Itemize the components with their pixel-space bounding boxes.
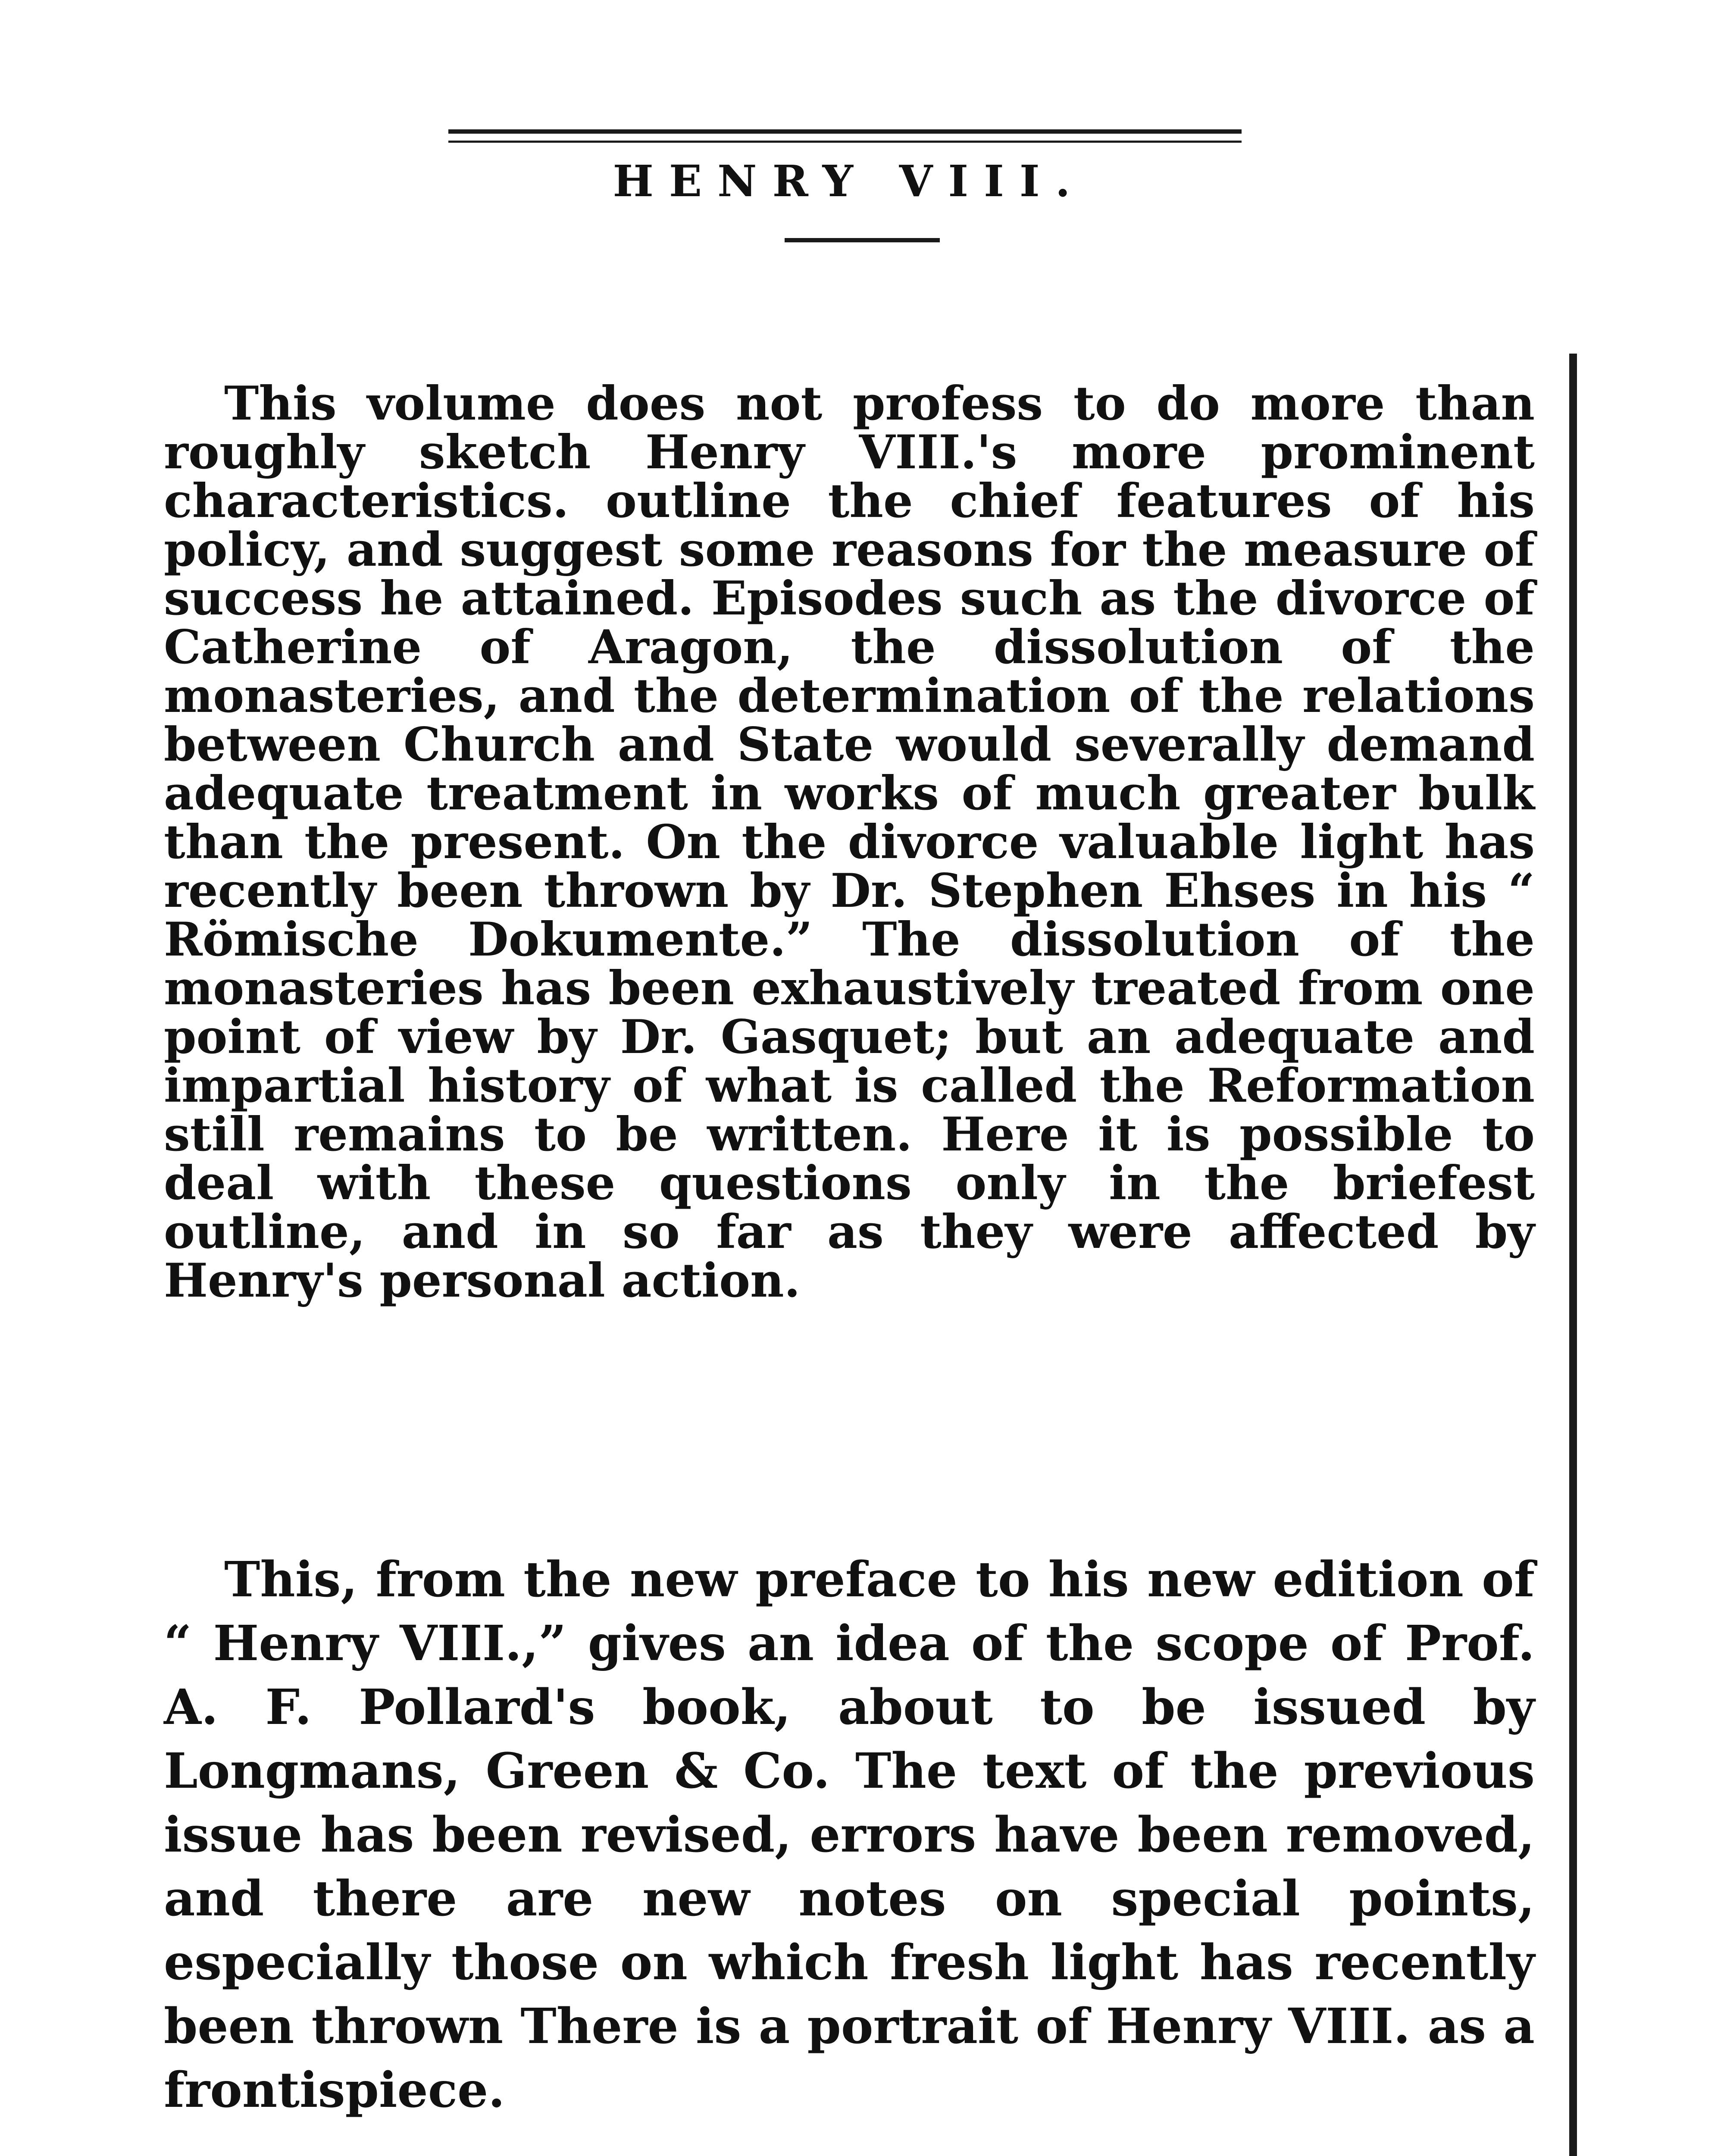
article-paragraph-1 <box>164 376 1535 1308</box>
top-rule-thin <box>448 141 1242 143</box>
paragraph-1-text: This volume does not profess to do more than roughly sketch Henry VIII.'s more prominent characteristics. outline the chief features of his policy, and suggest some reasons for the measure of success he attained. Episodes such as the divorce of Catherine of Aragon, the dissolution of the monasteries, and the determination of the relations between Church and State would severally demand adequate treatment in works of much greater bulk than the present. On the divorce valuable light has recently been thrown by Dr. Stephen Ehses in his “ Römische Dokumente.” The dissolution of the monasteries has been exhaustively treated from one point of view by Dr. Gasquet; but an adequate and impartial history of what is called the Reformation still remains to be written. Here it is possible to deal with these questions only in the briefest outline, and in so far as they were affected by Henry's personal action. <box>164 376 1535 1308</box>
article-headline: HENRY VIII. <box>613 156 1086 207</box>
article-paragraph-2 <box>164 1548 1535 2122</box>
column-border <box>1569 354 1577 2156</box>
top-rule <box>448 129 1242 134</box>
paragraph-2-text: This, from the new preface to his new edition of “ Henry VIII.,” gives an idea of the scope of Prof. A. F. Pollard's book, about to be issued by Longmans, Green & Co. The text of the previous issue has been revised, errors have been removed, and there are new notes on special points, especially those on which fresh light has recently been thrown There is a portrait of Henry VIII. as a frontispiece. <box>164 1551 1535 2118</box>
headline-underline <box>785 238 940 242</box>
